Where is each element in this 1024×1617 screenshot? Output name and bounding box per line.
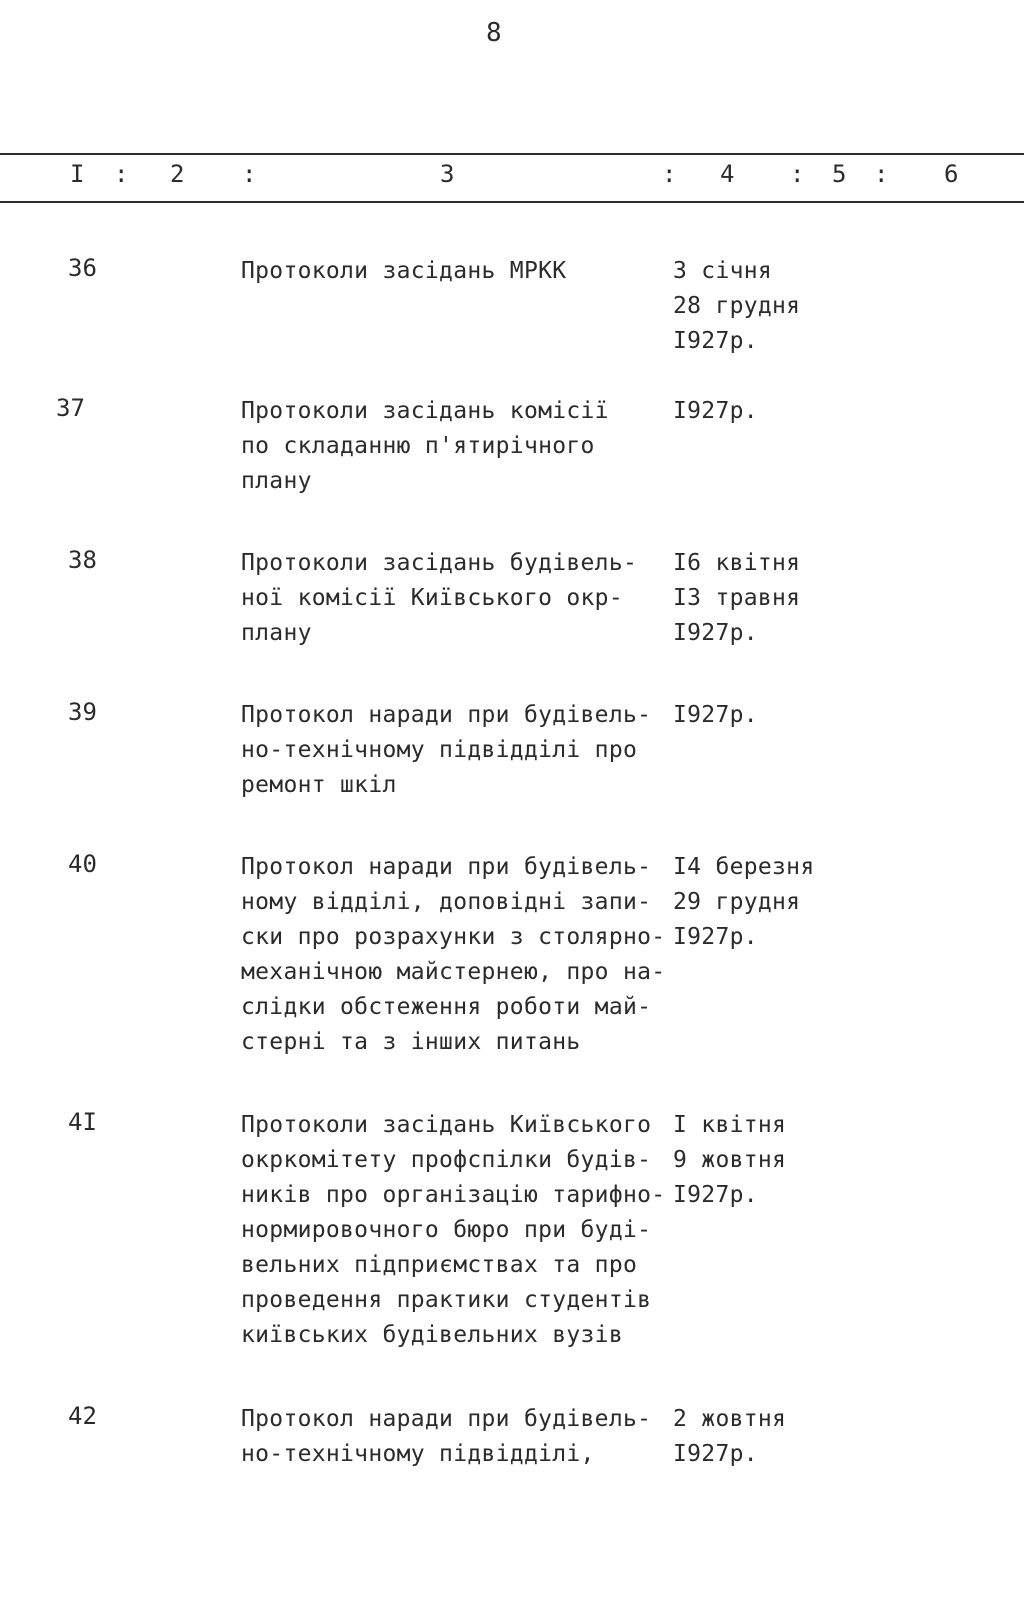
date-line: I927р. xyxy=(673,620,758,646)
column-header-2: 2 xyxy=(170,160,185,188)
row-dates xyxy=(673,1402,873,1472)
column-header-5: 5 xyxy=(832,160,847,188)
description-line: слідки обстеження роботи май- xyxy=(241,994,652,1020)
description-line: Протокол наради при будівель- xyxy=(241,702,652,728)
row-dates xyxy=(673,850,873,955)
date-line: 2 жовтня xyxy=(673,1406,787,1432)
description-line: ски про розрахунки з столярно- xyxy=(241,924,666,950)
date-line: I927р. xyxy=(673,924,758,950)
date-line: I927р. xyxy=(673,702,758,728)
header-rule-bottom xyxy=(0,201,1024,203)
date-line: 28 грудня xyxy=(673,293,801,319)
row-dates xyxy=(673,394,873,429)
row-number: 38 xyxy=(68,546,97,574)
description-line: Протокол наради при будівель- xyxy=(241,1406,652,1432)
header-rule-top xyxy=(0,153,1024,155)
date-line: 3 січня xyxy=(673,258,773,284)
description-line: но-технічному підвідділі про xyxy=(241,737,638,763)
description-line: окркомітету профспілки будів- xyxy=(241,1147,652,1173)
date-line: I квітня xyxy=(673,1112,787,1138)
description-line: Протоколи засідань комісії xyxy=(241,398,609,424)
row-description xyxy=(241,698,661,803)
row-number: 39 xyxy=(68,698,97,726)
date-line: I3 травня xyxy=(673,585,801,611)
description-line: ників про організацію тарифно- xyxy=(241,1182,666,1208)
description-line: плану xyxy=(241,468,312,494)
row-description xyxy=(241,254,661,289)
description-line: нормировочного бюро при буді- xyxy=(241,1217,652,1243)
page-number: 8 xyxy=(486,18,502,48)
row-dates xyxy=(673,546,873,651)
description-line: вельних підприємствах та про xyxy=(241,1252,638,1278)
description-line: ному відділі, доповідні запи- xyxy=(241,889,652,915)
date-line: I927р. xyxy=(673,398,758,424)
row-number: 4I xyxy=(68,1108,97,1136)
description-line: Протоколи засідань Київського xyxy=(241,1112,652,1138)
date-line: I927р. xyxy=(673,1182,758,1208)
column-header-3: 3 xyxy=(440,160,455,188)
column-separator: : xyxy=(790,160,805,188)
description-line: стерні та з інших питань xyxy=(241,1029,581,1055)
description-line: проведення практики студентів xyxy=(241,1287,652,1313)
row-description xyxy=(241,394,661,499)
description-line: плану xyxy=(241,620,312,646)
column-separator: : xyxy=(114,160,129,188)
row-number: 36 xyxy=(68,254,97,282)
date-line: I927р. xyxy=(673,1441,758,1467)
description-line: Протокол наради при будівель- xyxy=(241,854,652,880)
date-line: I4 березня xyxy=(673,854,815,880)
date-line: 9 жовтня xyxy=(673,1147,787,1173)
row-dates xyxy=(673,1108,873,1213)
description-line: по складанню п'ятирічного xyxy=(241,433,595,459)
description-line: ремонт шкіл xyxy=(241,772,397,798)
column-separator: : xyxy=(242,160,257,188)
row-dates xyxy=(673,254,873,359)
date-line: I927р. xyxy=(673,328,758,354)
column-header-4: 4 xyxy=(720,160,735,188)
description-line: київських будівельних вузів xyxy=(241,1322,623,1348)
row-number: 37 xyxy=(56,394,85,422)
row-number: 42 xyxy=(68,1402,97,1430)
description-line: ної комісії Київського окр- xyxy=(241,585,623,611)
row-dates xyxy=(673,698,873,733)
description-line: но-технічному підвідділі, xyxy=(241,1441,595,1467)
column-header-1: I xyxy=(70,160,85,188)
column-separator: : xyxy=(662,160,677,188)
date-line: I6 квітня xyxy=(673,550,801,576)
column-header-6: 6 xyxy=(944,160,959,188)
row-number: 40 xyxy=(68,850,97,878)
row-description xyxy=(241,1402,661,1472)
description-line: Протоколи засідань будівель- xyxy=(241,550,638,576)
description-line: Протоколи засідань МРКК xyxy=(241,258,567,284)
column-separator: : xyxy=(874,160,889,188)
row-description xyxy=(241,546,661,651)
date-line: 29 грудня xyxy=(673,889,801,915)
row-description xyxy=(241,850,666,1060)
description-line: механічною майстернею, про на- xyxy=(241,959,666,985)
row-description xyxy=(241,1108,666,1353)
